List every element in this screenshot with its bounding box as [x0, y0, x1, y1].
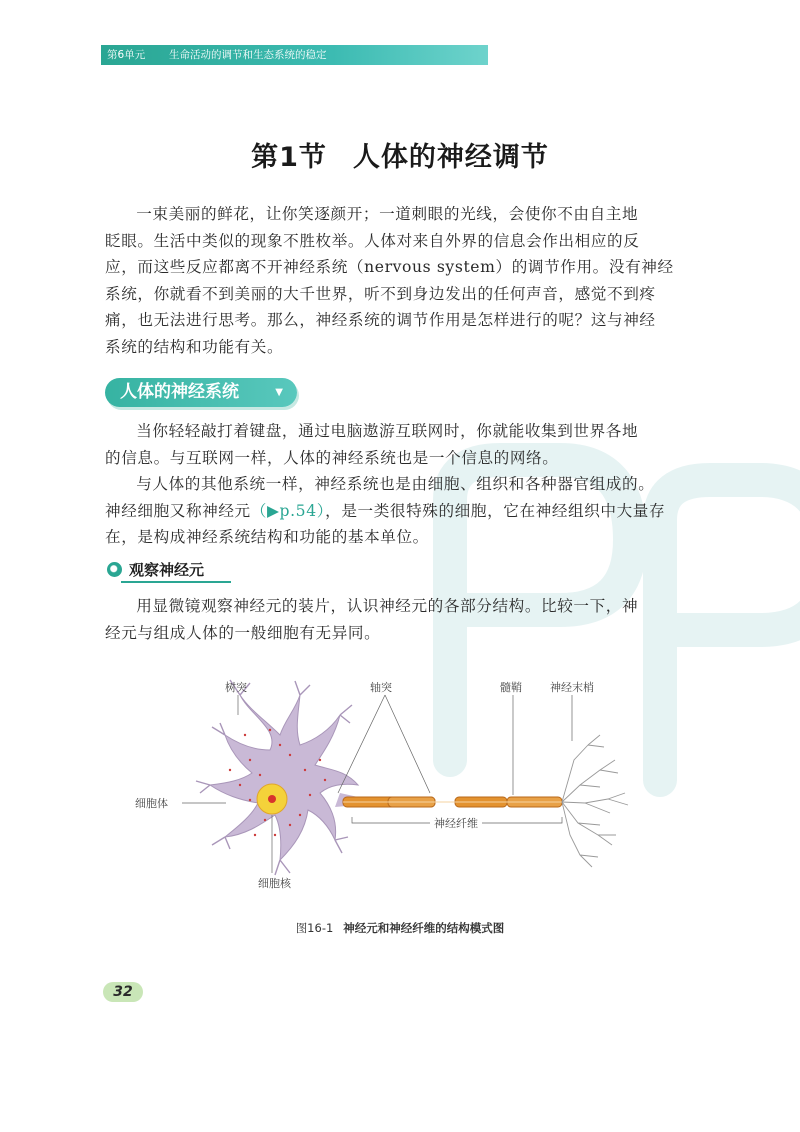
body-line: 的信息。与互联网一样，人体的神经系统也是一个信息的网络。 — [105, 448, 559, 467]
caret-down-icon: ▼ — [275, 387, 283, 398]
nerve-ending-shape — [562, 735, 628, 867]
section-title — [0, 135, 800, 174]
label-myelin: 髓鞘 — [500, 681, 522, 694]
cell-body-shape — [210, 695, 358, 860]
body-line: 当你轻轻敲打着键盘，通过电脑遨游互联网时，你就能收集到世界各地 — [136, 422, 639, 440]
intro-line: 应，而这些反应都离不开神经系统（nervous system）的调节作用。没有神经 — [105, 258, 674, 276]
label-nerve-fiber: 神经纤维 — [430, 815, 482, 831]
section-name: 人体的神经调节 — [352, 142, 549, 173]
activity-title: 观察神经元 — [129, 561, 205, 579]
bullet-icon — [107, 562, 122, 577]
intro-line: 一束美丽的鲜花，让你笑逐颜开；一道刺眼的光线，会使你不由自主地 — [136, 205, 639, 223]
subsection-title: 人体的神经系统 — [120, 382, 239, 402]
label-axon: 轴突 — [370, 681, 392, 694]
label-nucleus: 细胞核 — [258, 877, 291, 890]
chapter-header-bar — [101, 45, 488, 65]
body-text: 神经细胞又称神经元 — [105, 501, 251, 520]
intro-line: 系统，你就看不到美丽的大千世界，听不到身边发出的任何声音，感觉不到疼 — [105, 284, 656, 303]
neuron-figure — [130, 675, 670, 915]
heading-underline — [121, 581, 231, 583]
intro-paragraph — [105, 201, 695, 360]
figure-caption-text: 神经元和神经纤维的结构模式图 — [343, 921, 505, 935]
page-number: 32 — [103, 982, 143, 1002]
figure-number: 图16-1 — [295, 921, 334, 935]
body-paragraph — [105, 418, 695, 551]
body-line — [105, 498, 695, 525]
intro-line: 眨眼。生活中类似的现象不胜枚举。人体对来自外界的信息会作出相应的反 — [105, 231, 640, 250]
figure-caption — [0, 920, 800, 936]
body-text: ，是一类很特殊的细胞，它在神经组织中大量存 — [325, 501, 666, 520]
neuron-diagram — [130, 675, 670, 915]
body-line: 在，是构成神经系统结构和功能的基本单位。 — [105, 528, 429, 546]
label-cell-body: 细胞体 — [135, 797, 168, 810]
activity-paragraph — [105, 593, 695, 646]
axon-shape — [343, 797, 562, 807]
page-reference-link[interactable]: （▶p.54） — [250, 501, 326, 520]
activity-line: 经元与组成人体的一般细胞有无异同。 — [105, 623, 381, 642]
section-number: 第1节 — [251, 142, 327, 173]
activity-heading — [107, 559, 227, 581]
unit-topic: 生命活动的调节和生态系统的稳定 — [169, 49, 327, 61]
nucleolus-shape — [268, 795, 276, 803]
intro-line: 系统的结构和功能有关。 — [105, 337, 284, 356]
unit-label: 第6单元 — [107, 49, 146, 61]
intro-line: 痛，也无法进行思考。那么，神经系统的调节作用是怎样进行的呢？这与神经 — [105, 311, 656, 329]
label-nerve-ending: 神经末梢 — [550, 681, 594, 694]
body-line: 与人体的其他系统一样，神经系统也是由细胞、组织和各种器官组成的。 — [136, 475, 655, 493]
subsection-heading — [105, 378, 297, 407]
activity-line: 用显微镜观察神经元的装片，认识神经元的各部分结构。比较一下，神 — [136, 597, 639, 615]
label-dendrite: 树突 — [225, 681, 247, 694]
